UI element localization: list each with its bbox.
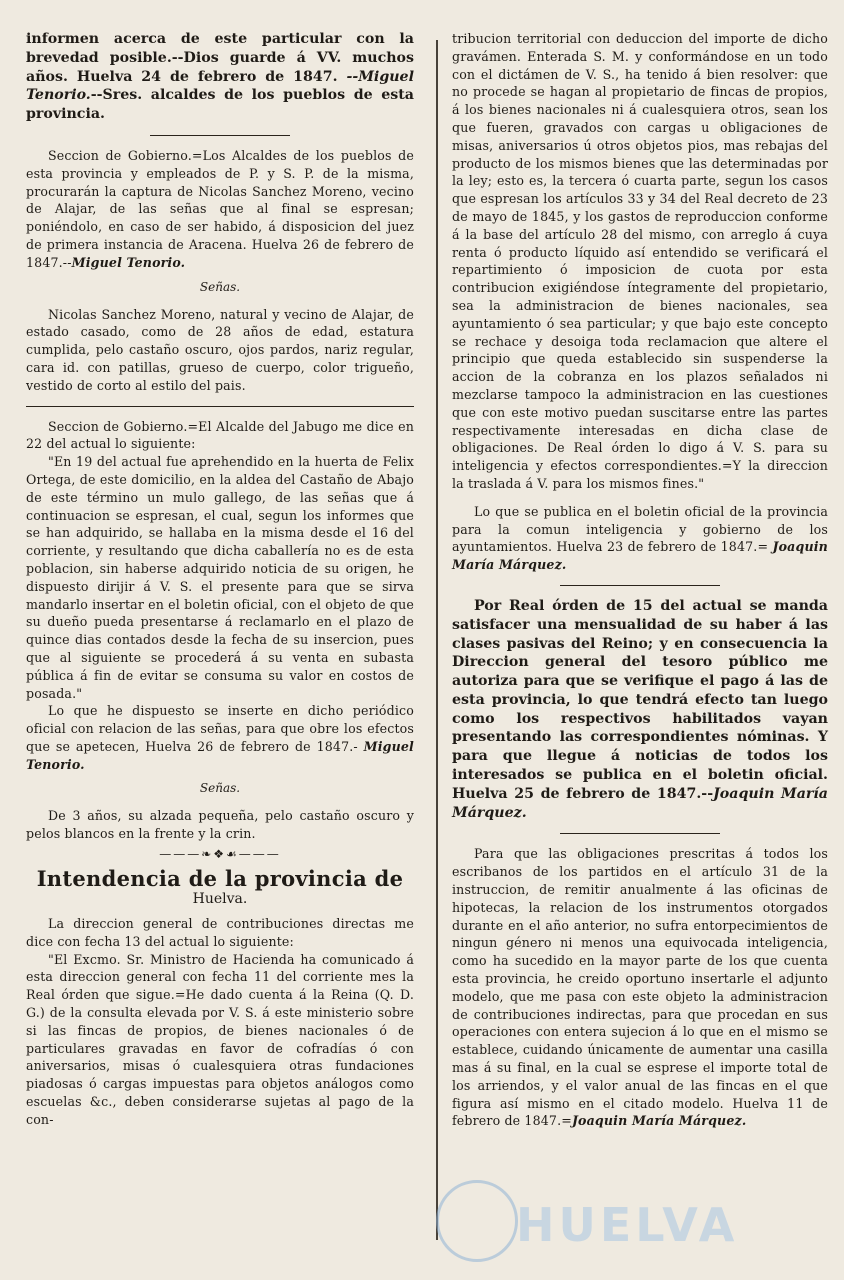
- notice-text: Para que las obligaciones prescritas á todos los escribanos de los partidos en el artículo 31 de la instruccion, de remitir anualmente á las oficinas de hipotecas, la relacion de los instrumentos otorgados durante en el año anterior, no sufra entorpecimientos de ningun género ni menos una equivocada inteligencia, como ha sucedido en la mayor parte de los que cuenta esta provincia, he creido oportuno insertarle el adjunto modelo, que me pasa con este objeto la administracion de contribuciones indirectas, para que procedan en sus operaciones con entera sujecion á lo que en el mismo se establece, cuidando únicamente de aumentar una casilla mas á su final, en la cual se esprese el importe total de los arriendos, y el valor anual de las fincas en el que figura así mismo en el citado modelo. Huelva 11 de febrero de 1847.=: [452, 846, 828, 1129]
- notice-text: Lo que se publica en el boletin oficial de la provincia para la comun inteligencia y gobierno de los ayuntamientos. Huelva 23 de febrero de 1847.=: [452, 503, 828, 555]
- notice-text: Seccion de Gobierno.=Los Alcaldes de los pueblos de esta provincia y empleados de P. y S. P. de la misma, procurarán la captura de Nicolas Sanchez Moreno, vecino de Alajar, de las señas que al final se espresan; poniéndolo, en caso de ser habido, á disposicion del juez de primera instancia de Aracena. Huelva 26 de febrero de 1847.--: [26, 147, 414, 270]
- insertion-order: [26, 702, 414, 773]
- jabugo-notice: Seccion de Gobierno.=El Alcalde del Jabugo me dice en 22 del actual lo siguiente:: [26, 418, 414, 452]
- right-column: [452, 30, 828, 1130]
- column-divider: [436, 40, 438, 1240]
- separator-rule: [560, 833, 720, 834]
- separator-rule: [150, 135, 290, 136]
- clases-pasivas-notice: [452, 597, 828, 823]
- minister-quote: "El Excmo. Sr. Ministro de Hacienda ha comunicado á esta direccion general con fecha 11 del corriente mes la Real órden que sigue.=He dado cuenta á la Reina (Q. D. G.) de la consulta elevada por V. S. á este ministerio sobre si las fincas de propios, de bienes nacionales ó de particulares gravadas en favor de cofradías ó con aniversarios, misas ó cualesquiera otras fundaciones piadosas ó cargas impuestas para objetos análogos como escuelas &c., deben considerarse sujetas al pago de la con-: [26, 951, 414, 1127]
- signature: Joaquin María Márquez.: [452, 539, 828, 573]
- order-text: Lo que he dispuesto se inserte en dicho periódico oficial con relacion de las señas, para que obre los efectos que se apetecen, Huelva 26 de febrero de 1847.-: [26, 703, 414, 754]
- closing-paragraph: [26, 30, 414, 124]
- signature: Miguel Tenorio.: [26, 738, 414, 772]
- section-title: Intendencia de la provincia de: [36, 866, 404, 892]
- notice-text: Por Real órden de 15 del actual se manda satisfacer una mensualidad de su haber á las clases pasivas del Reino; y en consecuencia la Direccion general del tesoro público me autoriza para que se verifique el pago á las de esta provincia, lo que tendrá efecto tan luego como los respectivos habilitados vayan presentando las correspondientes nóminas. Y para que llegue á noticias de todos los interesados se publica en el boletin oficial. Huelva 25 de febrero de 1847.--: [452, 597, 828, 802]
- separator-rule: [26, 406, 414, 407]
- left-column: [26, 30, 414, 1129]
- separator-rule: [560, 585, 720, 586]
- signature: Joaquin María Márquez.: [571, 1113, 747, 1129]
- senas-heading: Señas.: [199, 279, 241, 294]
- watermark-seal-icon: [436, 1180, 518, 1262]
- description-paragraph: Nicolas Sanchez Moreno, natural y vecino de Alajar, de estado casado, como de 28 años de edad, estatura cumplida, pelo castaño oscuro, ojos pardos, nariz regular, cara id. con patillas, grueso de cuerpo, color trigueño, vestido de corto al estilo del pais.: [26, 306, 414, 393]
- publication-notice: [452, 503, 828, 574]
- escribanos-notice: [452, 845, 828, 1130]
- signature: Joaquin María Márquez.: [452, 785, 828, 821]
- quoted-report: "En 19 del actual fue aprehendido en la huerta de Felix Ortega, de este domicilio, en la aldea del Castaño de Abajo de este término un mulo gallego, de las señas que á continuacion se espresan, el cual, segun los informes que se han adquirido, se hallaba en la misma desde el 16 del corriente, y resultando que dicha caballería no es de esta poblacion, sin haberse adquirido noticia de su origen, he dispuesto dirijir á V. S. el presente para que se sirva mandarlo insertar en el boletin oficial, con el objeto de que su dueño pueda presentarse á reclamarlo en el plazo de quince dias contados desde la fecha de su insercion, pues que al siguiente se procederá á su venta en subasta pública á fin de evitar se consuma su valor en costos de posada.": [26, 454, 414, 701]
- closing-text: informen acerca de este particular con la brevedad posible.--Dios guarde á VV. muchos años. Huelva 24 de febrero de 1847.: [26, 31, 414, 85]
- continued-quote: tribucion territorial con deduccion del importe de dicho gravámen. Enterada S. M. y conformándose en un todo con el dictámen de V. S., ha tenido á bien resolver: que no procede se hagan al propietario de fincas de propios, á los bienes nacionales ni á cualesquiera otros, sean los que fueren, gravados con cargas u obligaciones de misas, aniversarios ú otros objetos pios, mas rebajas del producto de los mismos bienes que las determinadas por la ley; esto es, la tercera ó cuarta parte, segun los casos que espresan los artículos 33 y 34 del Real decreto de 23 de mayo de 1845, y los gastos de reproduccion conforme á la base del artículo 28 del mismo, con arreglo á cuya renta ó producto líquido así entendido se verificará el repartimiento ó imposicion de cuota por esta contribucion exigiéndose íntegramente del propietario, sea la administracion de bienes nacionales, sea ayuntamiento ó sea particular; y que bajo este concepto se rechace y desoiga toda reclamacion que altere el principio que queda establecido sin suspenderse la accion de la cobranza en los plazos señalados ni mezclarse tampoco la administracion en las cuestiones que con este motivo puedan suscitarse entre las partes respectivamente interesadas en dicha clase de obligaciones. De Real órden lo digo á V. S. para su inteligencia y efectos correspondientes.=Y la direccion la traslada á V. para los mismos fines.": [452, 31, 828, 491]
- gobierno-notice: [26, 147, 414, 272]
- section-subtitle: Huelva.: [192, 891, 248, 908]
- signature: --Miguel Tenorio.: [26, 68, 414, 104]
- signature: Miguel Tenorio.: [71, 254, 186, 270]
- direccion-intro: La direccion general de contribuciones directas me dice con fecha 13 del actual lo siguiente:: [26, 916, 414, 949]
- ornament-divider: ———❧❖☙———: [159, 847, 281, 862]
- mule-description: De 3 años, su alzada pequeña, pelo castaño oscuro y pelos blancos en la frente y la crin.: [26, 808, 414, 842]
- closing-tail: --Sres. alcaldes de los pueblos de esta provincia.: [26, 87, 414, 123]
- senas-heading: Señas.: [199, 781, 241, 796]
- watermark: HUELVA: [516, 1198, 739, 1252]
